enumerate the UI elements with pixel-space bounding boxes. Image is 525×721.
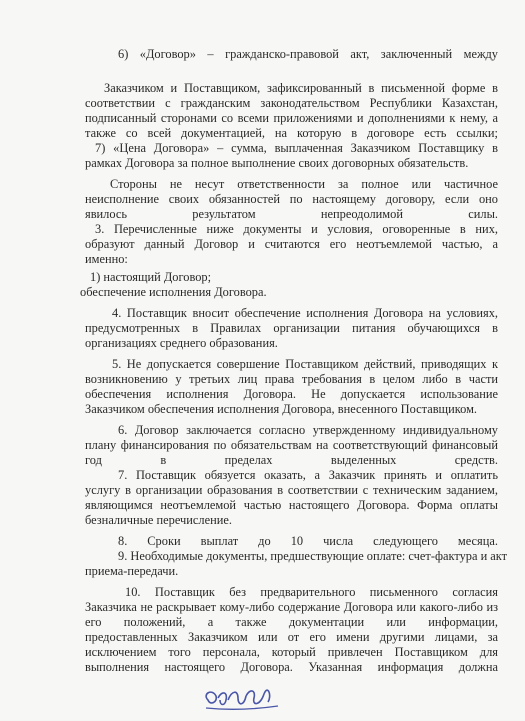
text-line: 6. Договор заключается согласно утвержденному индивидуальному (118, 423, 498, 437)
text-line: рамках Договора за полное выполнение своих договорных обязательств. (85, 156, 469, 170)
text-line: обеспечение исполнения Договора. (80, 285, 267, 299)
text-line: являющимся неотъемлемой частью настоящего Договора. Форма оплаты (85, 498, 498, 512)
text-line: 7) «Цена Договора» – сумма, выплаченная Заказчиком Поставщику в (95, 141, 498, 155)
text-line: приема-передачи. (85, 564, 179, 578)
text-line: исключением того персонала, который привлечен Поставщиком для (85, 645, 498, 659)
text-line: неисполнение своих обязанностей по настоящему договору, если оно (85, 192, 498, 206)
text-line: именно: (85, 252, 128, 266)
text-line: 4. Поставщик вносит обеспечение исполнения Договора на условиях, (112, 306, 498, 320)
text-line: Стороны не несут ответственности за полное или частичное (110, 177, 498, 191)
text-line: предусмотренных в Правилах организации питания обучающихся в (85, 321, 498, 335)
text-line: 6) «Договор» – гражданско-правовой акт, заключенный между (118, 47, 498, 61)
text-line: явилось результатом непреодолимой силы. (85, 207, 498, 221)
text-line: соответствии с гражданским законодательством Республики Казахстан, (85, 96, 498, 110)
text-line: 3. Перечисленные ниже документы и условия, оговоренные в них, (95, 222, 498, 236)
text-line: 9. Необходимые документы, предшествующие оплате: счет-фактура и акт (118, 549, 508, 563)
text-line: образуют данный Договор и считаются его неотъемлемой частью, а (85, 237, 498, 251)
text-line: безналичные перечисление. (85, 513, 232, 527)
text-line: возникновению у третьих лиц права требования в целом либо в части (85, 372, 498, 386)
text-line: подписанный сторонами со всеми приложениями и дополнениями к нему, а (85, 111, 498, 125)
text-line: 5. Не допускается совершение Поставщиком действий, приводящих к (112, 357, 498, 371)
text-line: 10. Поставщик без предварительного письменного согласия (125, 585, 498, 599)
text-line: организациях среднего образования. (85, 336, 278, 350)
text-line: услугу в организации образования в соответствии с техническим заданием, (85, 483, 498, 497)
handwritten-signature (198, 676, 288, 716)
text-line: Заказчиком и Поставщиком, зафиксированный в письменной форме в (104, 81, 498, 95)
text-line: 8. Сроки выплат до 10 числа следующего месяца. (118, 534, 498, 548)
text-line: предоставленных Заказчиком или от его имени другими лицами, за (85, 630, 498, 644)
text-line: Заказчиком обеспечения исполнения Договора, внесенного Поставщиком. (85, 402, 478, 416)
text-line: обеспечения исполнения Договора. Не допускается использование (85, 387, 498, 401)
text-line: также со всей документацией, на которую в договоре есть ссылки; (85, 126, 498, 140)
text-line: его положений, а также документации или информации, (85, 615, 498, 629)
text-line: выполнения настоящего Договора. Указанная информация должна (85, 660, 498, 674)
text-line: год в пределах выделенных средств. (85, 453, 498, 467)
text-line: 1) настоящий Договор; (90, 270, 212, 284)
text-line: 7. Поставщик обязуется оказать, а Заказчик принять и оплатить (118, 468, 498, 482)
text-line: плану финансирования по обязательствам на соответствующий финансовый (85, 438, 498, 452)
text-line: Заказчика не раскрывает кому-либо содержание Договора или какого-либо из (85, 600, 498, 614)
